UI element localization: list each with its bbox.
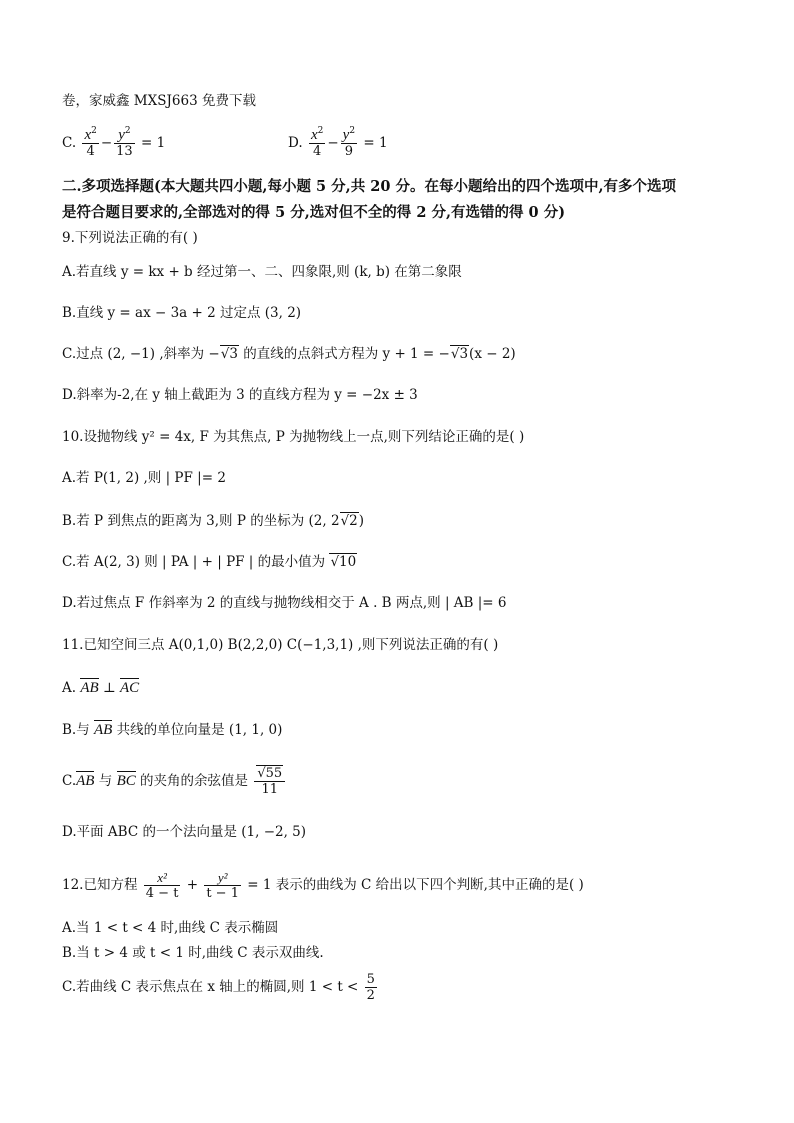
fraction: $\frac{5}{2}$ xyxy=(366,972,375,1003)
q11-option-c: C.AB 与 BC 的夹角的余弦值是 $\frac{√55}{11}$ xyxy=(62,766,287,797)
fraction: $\frac{x^2}{4}$ xyxy=(310,126,324,159)
q8-option-c: C. $\frac{x^2}{4}$ − $\frac{y^2}{13}$ = 1 xyxy=(62,126,166,159)
fraction: $\frac{√55}{11}$ xyxy=(254,766,285,797)
section-heading-line2: 是符合题目要求的,全部选对的得 5 分,选对但不全的得 2 分,有选错的得 0 分) xyxy=(62,204,566,221)
q12-option-a: A.当 1 < t < 4 时,曲线 C 表示椭圆 xyxy=(62,920,279,936)
vector-ab: AB xyxy=(80,680,99,696)
q9-option-b: B.直线 y = ax − 3a + 2 过定点 (3, 2) xyxy=(62,305,302,321)
header-text: 卷，家威鑫 MXSJ663 免费下载 xyxy=(62,93,256,109)
q9-option-c: C.过点 (2, −1) ,斜率为 −√3 的直线的点斜式方程为 y + 1 = −√3(x − 2) xyxy=(62,346,516,362)
vector-bc: BC xyxy=(116,773,136,789)
q10-option-c: C.若 A(2, 3) 则 | PA | + | PF | 的最小值为 √10 xyxy=(62,554,357,570)
q10-option-b: B.若 P 到焦点的距离为 3,则 P 的坐标为 (2, 2√2) xyxy=(62,513,365,529)
fraction: $\frac{y^2}{13}$ xyxy=(116,126,133,159)
q9-option-a: A.若直线 y = kx + b 经过第一、二、四象限,则 (k, b) 在第二象限 xyxy=(62,264,462,280)
vector-ab: AB xyxy=(94,722,113,738)
q10-option-d: D.若过焦点 F 作斜率为 2 的直线与抛物线相交于 A . B 两点,则 | AB |= 6 xyxy=(62,595,507,611)
fraction: $\frac{y^2}{9}$ xyxy=(342,126,356,159)
q12-option-b: B.当 t > 4 或 t < 1 时,曲线 C 表示双曲线. xyxy=(62,945,324,961)
q8-c-label: C. xyxy=(62,135,77,151)
q11-option-d: D.平面 ABC 的一个法向量是 (1, −2, 5) xyxy=(62,824,307,840)
q9-stem: 9.下列说法正确的有( ) xyxy=(62,230,198,246)
q11-option-b: B.与 AB 共线的单位向量是 (1, 1, 0) xyxy=(62,722,283,738)
q10-option-a: A.若 P(1, 2) ,则 | PF |= 2 xyxy=(62,470,226,486)
q8-d-label: D. xyxy=(288,135,303,151)
q10-stem: 10.设抛物线 y² = 4x, F 为其焦点, P 为抛物线上一点,则下列结论正确的是( ) xyxy=(62,429,525,445)
q12-option-c: C.若曲线 C 表示焦点在 x 轴上的椭圆,则 1 < t < $\frac{5}{2}$ xyxy=(62,972,375,1003)
fraction: $\frac{\text{x²}}{4 - t}$ xyxy=(145,870,179,901)
q12-stem: 12.已知方程 $\frac{\text{x²}}{4 - t}$ + $\frac{\text{y²}}{t - 1}$ = 1 表示的曲线为 C 给出以下四个判断,其中正确的是( ) xyxy=(62,870,584,901)
vector-ac: AC xyxy=(119,680,140,696)
q8-option-d: D. $\frac{x^2}{4}$ − $\frac{y^2}{9}$ = 1 xyxy=(288,126,388,159)
section-heading-line1: 二.多项选择题(本大题共四小题,每小题 5 分,共 20 分。在每小题给出的四个选项中,有多个选项 xyxy=(62,178,677,195)
fraction: $\frac{x^2}{4}$ xyxy=(84,126,97,159)
q9-option-d: D.斜率为-2,在 y 轴上截距为 3 的直线方程为 y = −2x ± 3 xyxy=(62,387,418,403)
fraction: $\frac{\text{y²}}{t - 1}$ xyxy=(206,870,239,901)
vector-ab: AB xyxy=(76,773,95,789)
q11-stem: 11.已知空间三点 A(0,1,0) B(2,2,0) C(−1,3,1) ,则下列说法正确的有( ) xyxy=(62,637,499,653)
q11-option-a: A. AB ⊥ AC xyxy=(62,680,140,696)
